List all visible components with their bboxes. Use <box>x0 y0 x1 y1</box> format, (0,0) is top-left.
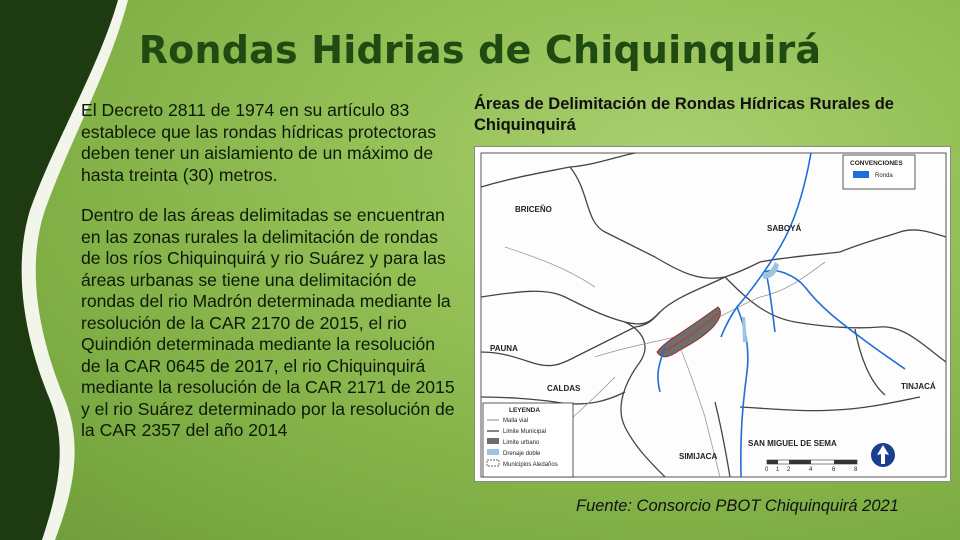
place-label-briceno: BRICEÑO <box>515 205 552 214</box>
leyenda-title: LEYENDA <box>509 407 541 414</box>
legend-item-drenaje: Drenaje doble <box>503 451 541 457</box>
place-label-saboya: SABOYÁ <box>767 224 802 233</box>
map-title: Áreas de Delimitación de Rondas Hídricas Rurales de Chiquinquirá <box>474 95 894 134</box>
scale-tick-6: 6 <box>832 467 836 473</box>
place-label-tinjaca: TINJACÁ <box>901 382 936 391</box>
legend-symbol-drenaje <box>487 449 499 455</box>
convenciones-box <box>843 155 915 189</box>
scale-tick-8: 8 <box>854 467 858 473</box>
convenciones-title: CONVENCIONES <box>850 160 903 167</box>
leyenda-box <box>483 403 573 477</box>
legend-item-municipal: Limite Municipal <box>503 429 547 435</box>
legend-item-urban: Limite urbano <box>503 440 540 446</box>
legend-symbol-urban <box>487 438 499 444</box>
scale-tick-4: 4 <box>809 467 813 473</box>
place-label-san-miguel-de-sema: SAN MIGUEL DE SEMA <box>748 439 837 448</box>
legend-item-municipios: Municipios Aledaños <box>503 462 558 468</box>
map-drawing <box>475 147 952 483</box>
body-text <box>81 100 456 461</box>
place-label-pauna: PAUNA <box>490 344 518 353</box>
ronda-swatch <box>853 171 869 178</box>
paragraph-delimitacion: Dentro de las áreas delimitadas se encuentran en las zonas rurales la delimitación de rondas de los ríos Chiquinquirá y rio Suárez y para las áreas urbanas se tiene una delimitación de rondas del rio Madrón determinada mediante la resolución de la CAR 2170 de 2015, el rio Quindión determinada mediante la resolución de la CAR 0645 de 2017, el rio Chiquinquirá mediante la resolución de la CAR 2171 de 2015 y el rio Suárez determinado por la resolución de la CAR 2357 del año 2014 <box>81 205 455 440</box>
scale-tick-1: 1 <box>776 467 780 473</box>
legend-item-road: Malla vial <box>503 418 529 424</box>
place-label-caldas: CALDAS <box>547 384 581 393</box>
slide-title: Rondas Hidrias de Chiquinquirá <box>138 28 822 72</box>
scale-tick-2: 2 <box>787 467 791 473</box>
paragraph-decreto: El Decreto 2811 de 1974 en su artículo 83 establece que las rondas hídricas protectoras deben tener un aislamiento de un máximo de hasta treinta (30) metros. <box>81 100 437 185</box>
scale-tick-0: 0 <box>765 467 769 473</box>
convenciones-item: Ronda <box>875 173 893 179</box>
source-caption: Fuente: Consorcio PBOT Chiquinquirá 2021 <box>576 497 899 515</box>
north-arrow-icon <box>871 443 895 467</box>
place-label-simijaca: SIMIJACA <box>679 452 718 461</box>
map-figure <box>474 146 951 482</box>
